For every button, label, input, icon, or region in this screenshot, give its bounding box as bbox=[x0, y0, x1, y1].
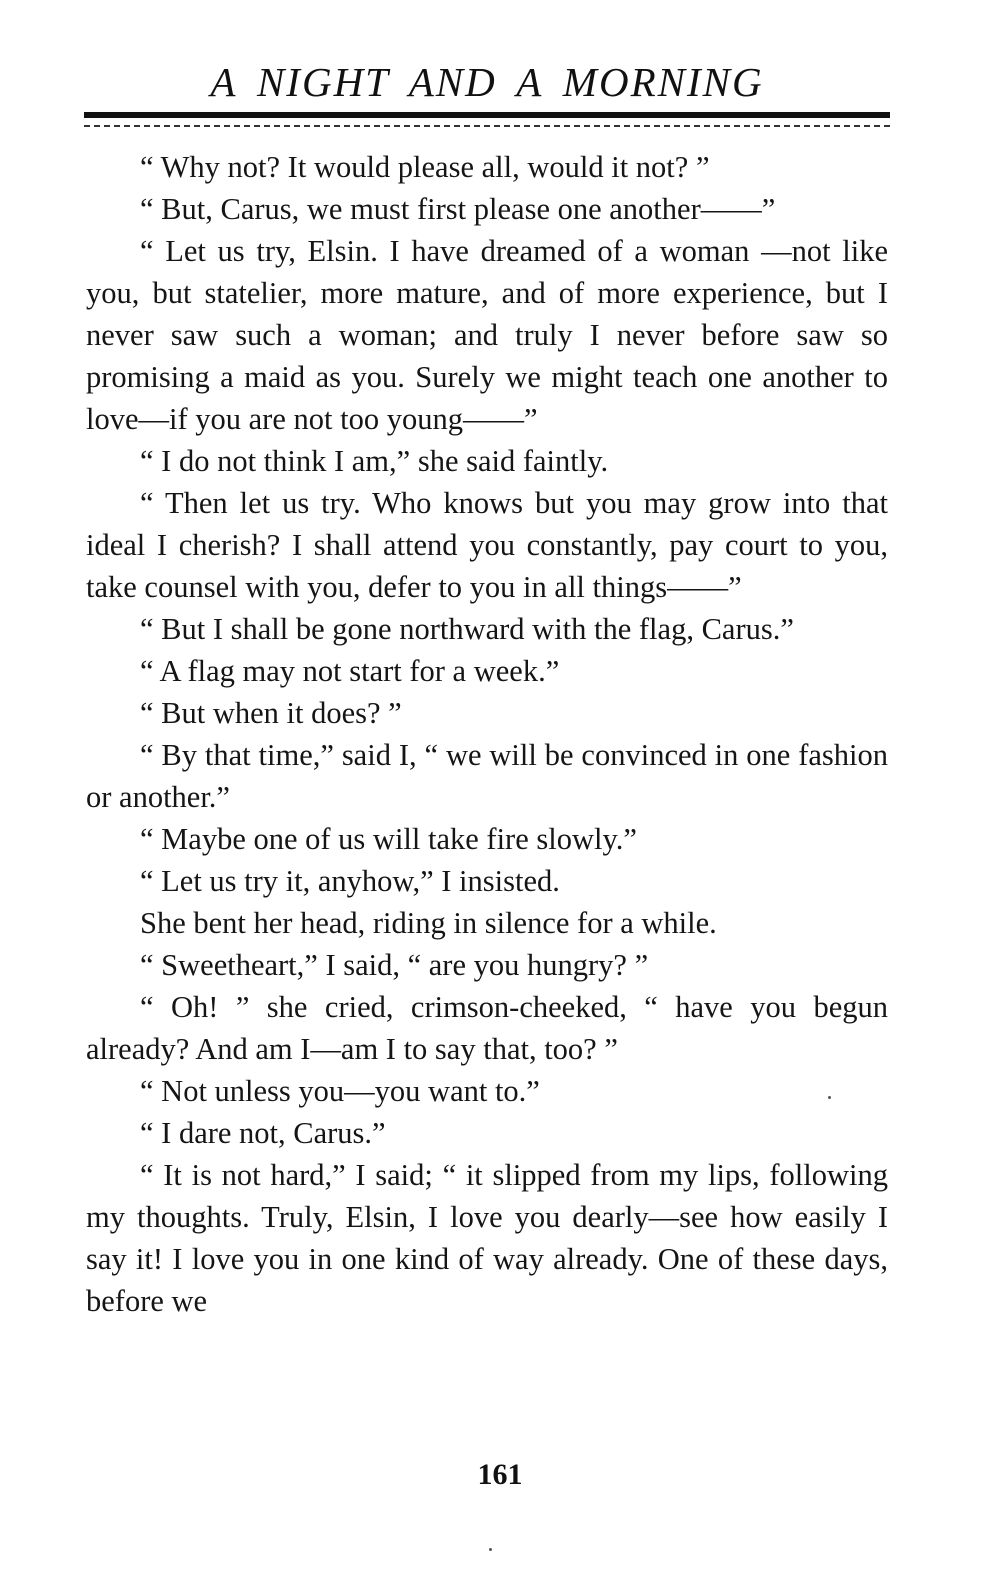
ink-speck bbox=[828, 1096, 831, 1099]
paragraph: “ Not unless you—you want to.” bbox=[140, 1074, 540, 1108]
paragraph: “ Then let us try. Who knows but you may grow into that ideal I cherish? I shall attend you constantly, pay court to you, take counsel with you, defer to you in all things——” bbox=[86, 486, 888, 604]
body-text bbox=[86, 146, 888, 1322]
paragraph: “ Oh! ” she cried, crimson-cheeked, “ have you begun already? And am I—am I to say that, too? ” bbox=[86, 990, 888, 1066]
paragraph: “ By that time,” said I, “ we will be convinced in one fashion or another.” bbox=[86, 738, 888, 814]
header-rule-thick bbox=[84, 112, 890, 118]
paragraph: She bent her head, riding in silence for a while. bbox=[140, 906, 717, 940]
ink-speck bbox=[489, 1548, 492, 1551]
paragraph: “ Sweetheart,” I said, “ are you hungry? ” bbox=[140, 948, 649, 982]
paragraph: “ Let us try, Elsin. I have dreamed of a woman —not like you, but statelier, more mature, and of more experience, but I never saw such a woman; and truly I never before saw so promising a maid as you. Surely we might teach one another to love—if you are not too young——” bbox=[86, 234, 888, 436]
paragraph: “ It is not hard,” I said; “ it slipped from my lips, following my thoughts. Truly, Elsin, I love you dearly—see how easily I say it! I love you in one kind of way already. One of these days, before we bbox=[86, 1158, 888, 1318]
paragraph: “ Why not? It would please all, would it not? ” bbox=[140, 150, 710, 184]
page-number: 161 bbox=[477, 1458, 523, 1491]
running-title: A NIGHT AND A MORNING bbox=[210, 59, 764, 105]
paragraph: “ I do not think I am,” she said faintly. bbox=[140, 444, 609, 478]
header-rule-thin bbox=[84, 125, 890, 127]
paragraph: “ A flag may not start for a week.” bbox=[140, 654, 560, 688]
paragraph: “ Let us try it, anyhow,” I insisted. bbox=[140, 864, 560, 898]
paragraph: “ But I shall be gone northward with the flag, Carus.” bbox=[140, 612, 794, 646]
paragraph: “ I dare not, Carus.” bbox=[140, 1116, 386, 1150]
paragraph: “ But when it does? ” bbox=[140, 696, 402, 730]
paragraph: “ But, Carus, we must first please one another——” bbox=[140, 192, 776, 226]
paragraph: “ Maybe one of us will take fire slowly.” bbox=[140, 822, 637, 856]
